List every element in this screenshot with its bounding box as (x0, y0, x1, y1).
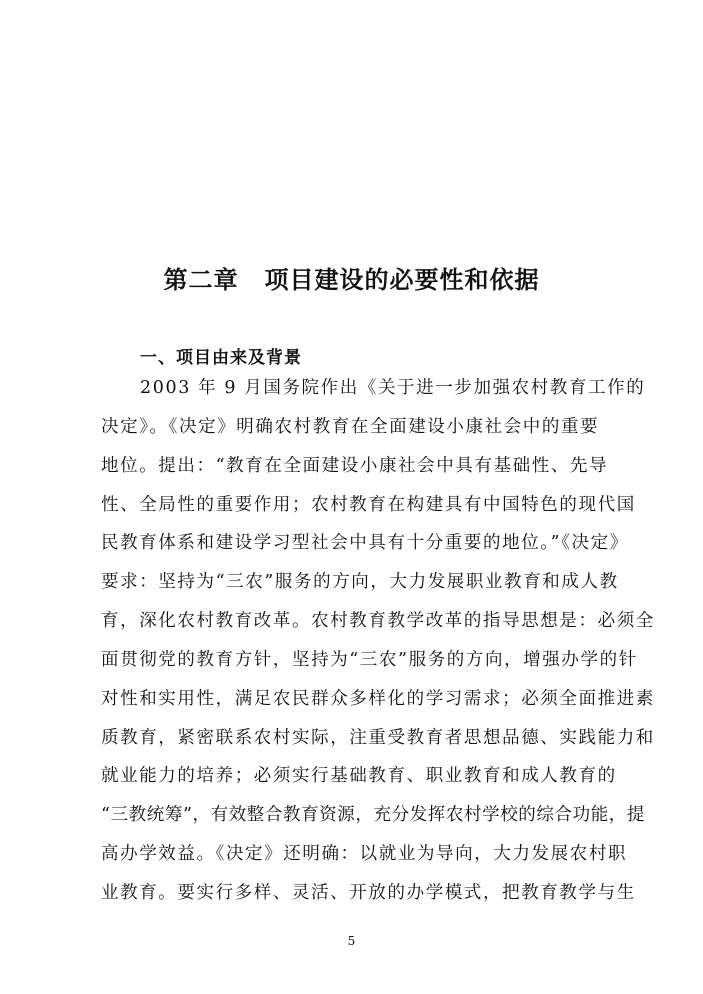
paragraph-line: 要求：坚持为“三农”服务的方向，大力发展职业教育和成人教 (101, 572, 619, 592)
paragraph-line: 育，深化农村教育改革。农村教育教学改革的指导思想是：必须全 (101, 611, 655, 631)
paragraph-line: 就业能力的培养；必须实行基础教育、职业教育和成人教育的 (101, 766, 617, 786)
paragraph-line: 性、全局性的重要作用；农村教育在构建具有中国特色的现代国 (101, 495, 636, 515)
paragraph-line: 面贯彻党的教育方针，坚持为“三农”服务的方向，增强办学的针 (101, 650, 638, 670)
paragraph-line: 决定》。《决定》明确农村教育在全面建设小康社会中的重要 (101, 417, 600, 437)
paragraph-line: 高办学效益。《决定》还明确：以就业为导向，大力发展农村职 (101, 844, 628, 864)
chapter-title (0, 260, 703, 295)
paragraph-line: 民教育体系和建设学习型社会中具有十分重要的地位。”《决定》 (101, 533, 629, 553)
chapter-heading: 项目建设的必要性和依据 (264, 266, 540, 294)
paragraph-line: 业教育。要实行多样、灵活、开放的办学模式，把教育教学与生 (101, 883, 636, 903)
paragraph-line: 2003 年 9 月国务院作出《关于进一步加强农村教育工作的 (140, 378, 646, 398)
chapter-label: 第二章 (163, 266, 239, 294)
section-heading: 一、项目由来及背景 (140, 348, 302, 368)
paragraph-line: 地位。提出：“教育在全面建设小康社会中具有基础性、先导 (101, 456, 609, 476)
paragraph-line: 对性和实用性，满足农民群众多样化的学习需求；必须全面推进素 (101, 689, 655, 709)
paragraph-line: 质教育，紧密联系农村实际，注重受教育者思想品德、实践能力和 (101, 728, 655, 748)
page-number: 5 (347, 934, 356, 948)
paragraph-line: “三教统筹”，有效整合教育资源，充分发挥农村学校的综合功能，提 (101, 805, 645, 825)
